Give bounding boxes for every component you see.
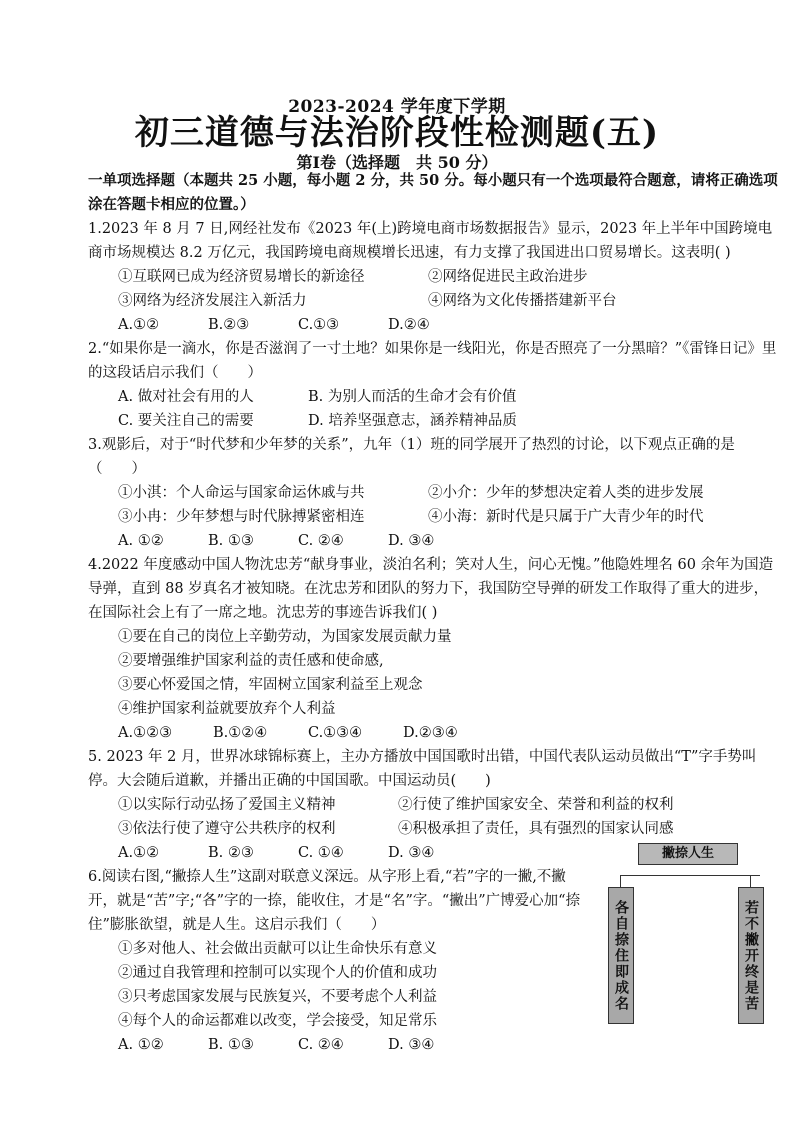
- choice: A.①②: [118, 317, 160, 333]
- statement-row: [88, 481, 778, 505]
- statement: ①小淇：个人命运与国家命运休戚与共: [118, 485, 365, 501]
- left-couplet: 各自捺住即成名: [608, 887, 634, 1024]
- choice: C.①③④: [308, 725, 363, 741]
- choice: B.②③: [208, 317, 250, 333]
- choice: A. ①②: [118, 533, 164, 549]
- school-year: 2023-2024 学年度下学期: [288, 97, 506, 117]
- couplet-figure: [600, 843, 780, 1028]
- choice: B. ①③: [208, 533, 254, 549]
- statement: ③依法行使了遵守公共秩序的权利: [118, 821, 336, 837]
- statement: ④小海：新时代是只属于广大青少年的时代: [428, 509, 704, 525]
- question-stem: 5. 2023 年 2 月，世界冰球锦标赛上，主办方播放中国国歌时出错，中国代表队运动员做出“T”字手势叫停。大会随后道歉，并播出正确的中国国歌。中国运动员( ): [88, 749, 757, 789]
- question-stem: 1.2023 年 8 月 7 日,网经社发布《2023 年(上)跨境电商市场数据报告》显示，2023 年上半年中国跨境电商市场规模达 8.2 万亿元，我国跨境电商规模增长迅速，有力支撑了我国进出口贸易增长。这表明( ): [88, 221, 773, 261]
- statement: ①要在自己的岗位上辛勤劳动，为国家发展贡献力量: [118, 629, 452, 645]
- statement: ②要增强维护国家利益的责任感和使命感,: [118, 653, 384, 669]
- couplet-title: 撇捺人生: [638, 843, 738, 865]
- statement: ③要心怀爱国之情，牢固树立国家利益至上观念: [118, 677, 423, 693]
- choice-row: [88, 529, 778, 553]
- choice: D. ③④: [388, 533, 435, 549]
- choice: D.②④: [388, 317, 430, 333]
- connector-line: [750, 875, 751, 887]
- choice: C. ①④: [298, 845, 344, 861]
- choice: D. ③④: [388, 1037, 435, 1053]
- section-title: 第Ⅰ卷（选择题 共 50 分）: [296, 153, 498, 172]
- choice: A.①②③: [118, 725, 173, 741]
- statement-row: [88, 265, 778, 289]
- choice-row: [88, 313, 778, 337]
- connector-line: [620, 875, 621, 887]
- question-stem: 3.观影后，对于“时代梦和少年梦的关系”，九年（1）班的同学展开了热烈的讨论，以下观点正确的是（ ）: [88, 437, 735, 477]
- choice-row: [88, 385, 778, 409]
- choice: B. ②③: [208, 845, 254, 861]
- choice-row: [88, 1033, 778, 1057]
- statement-row: [88, 289, 778, 313]
- statement-row: [88, 817, 778, 841]
- choice-row: [88, 409, 778, 433]
- choice: B. 为别人而活的生命才会有价值: [308, 389, 517, 405]
- question-stem: 6.阅读右图,“撇捺人生”这副对联意义深远。从字形上看,“若”字的一撇,不撇开，就是“苦”字;“各”字的一捺，能收住，才是“名”字。“撇出”广博爱心加“捺住”膨胀欲望，就是人生。这启示我们（ ）: [88, 869, 581, 933]
- question-stem: 2.“如果你是一滴水，你是否滋润了一寸土地？如果你是一线阳光，你是否照亮了一分黑暗？”《雷锋日记》里的这段话启示我们（ ）: [88, 341, 777, 381]
- choice: B.①②④: [213, 725, 268, 741]
- connector-line: [620, 875, 760, 876]
- choice: D. ③④: [388, 845, 435, 861]
- statement: ①互联网已成为经济贸易增长的新途径: [118, 269, 365, 285]
- statement: ①多对他人、社会做出贡献可以让生命快乐有意义: [118, 941, 437, 957]
- statement: ②通过自我管理和控制可以实现个人的价值和成功: [118, 965, 437, 981]
- statement-row: [88, 505, 778, 529]
- choice-row: [88, 721, 778, 745]
- choice: C. ②④: [298, 1037, 344, 1053]
- choice: A.①②: [118, 845, 160, 861]
- statement: ③网络为经济发展注入新活力: [118, 293, 307, 309]
- instructions: 一单项选择题（本题共 25 小题，每小题 2 分，共 50 分。每小题只有一个选项最符合题意，请将正确选项涂在答题卡相应的位置。）: [88, 172, 778, 213]
- statement: ③只考虑国家发展与民族复兴，不要考虑个人利益: [118, 989, 437, 1005]
- choice: A. 做对社会有用的人: [118, 389, 254, 405]
- statement-row: [88, 793, 778, 817]
- statement: ②行使了维护国家安全、荣誉和利益的权利: [398, 797, 674, 813]
- statement: ④网络为文化传播搭建新平台: [428, 293, 617, 309]
- statement: ④积极承担了责任，具有强烈的国家认同感: [398, 821, 674, 837]
- statement: ②网络促进民主政治进步: [428, 269, 588, 285]
- choice: C.①③: [298, 317, 340, 333]
- statement: ③小冉：少年梦想与时代脉搏紧密相连: [118, 509, 365, 525]
- choice: A. ①②: [118, 1037, 164, 1053]
- choice: C. 要关注自己的需要: [118, 413, 254, 429]
- statement: ①以实际行动弘扬了爱国主义精神: [118, 797, 336, 813]
- statement: ④维护国家利益就要放弃个人利益: [118, 701, 336, 717]
- choice: C. ②④: [298, 533, 344, 549]
- choice: D. 培养坚强意志，涵养精神品质: [308, 413, 517, 429]
- exam-title: 初三道德与法治阶段性检测题(五): [134, 113, 660, 153]
- choice: B. ①③: [208, 1037, 254, 1053]
- choice: D.②③④: [403, 725, 458, 741]
- statement: ④每个人的命运都难以改变，学会接受，知足常乐: [118, 1013, 437, 1029]
- right-couplet: 若不撇开终是苦: [738, 887, 764, 1024]
- question-stem: 4.2022 年度感动中国人物沈忠芳“献身事业，淡泊名利；笑对人生，问心无愧。”他隐姓埋名 60 余年为国造导弹，直到 88 岁真名才被知晓。在沈忠芳和团队的努力下，我国防空导弹的研发工作取得了重大的进步，在国际社会上有了一席之地。沈忠芳的事迹告诉我们( ): [88, 557, 774, 621]
- statement: ②小介：少年的梦想决定着人类的进步发展: [428, 485, 704, 501]
